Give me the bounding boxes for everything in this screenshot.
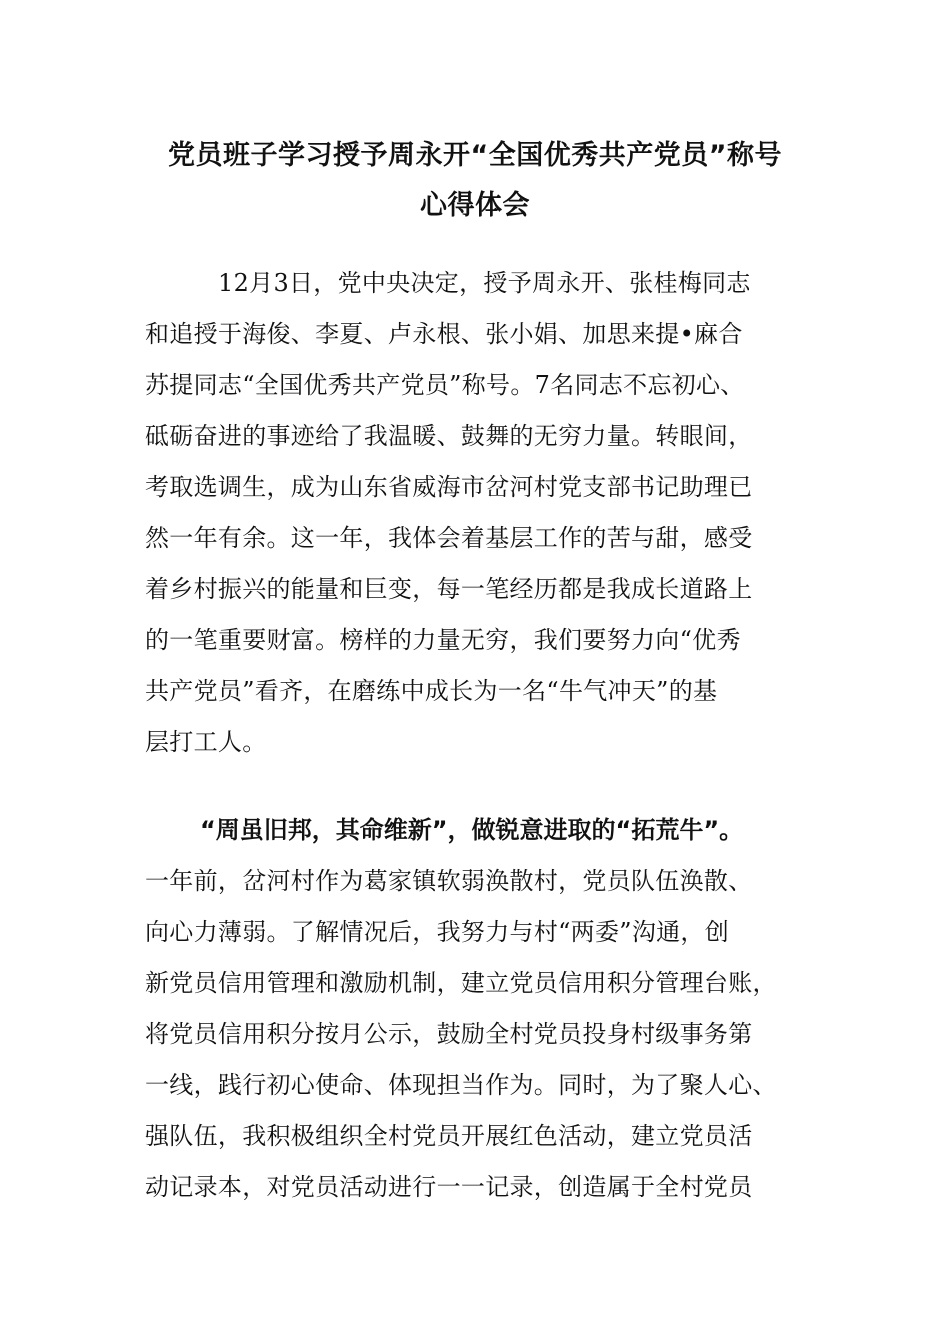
paragraph-1-line: 12月3日，党中央决定，授予周永开、张桂梅同志 (218, 269, 751, 297)
paragraph-1-line: 考取选调生，成为山东省威海市岔河村党支部书记助理已 (145, 473, 753, 501)
paragraph-2-line: 向心力薄弱。了解情况后，我努力与村“两委”沟通，创 (145, 918, 730, 946)
paragraph-2-line: 动记录本，对党员活动进行一一记录，创造属于全村党员 (145, 1173, 753, 1201)
paragraph-1-line: 共产党员”看齐，在磨练中成长为一名“牛气冲天”的基 (145, 677, 718, 705)
section-heading: “周虽旧邦，其命维新”，做锐意进取的“拓荒牛”。 (200, 816, 744, 844)
paragraph-2-line: 一线，践行初心使命、体现担当作为。同时，为了聚人心、 (145, 1071, 777, 1099)
paragraph-1-line: 层打工人。 (145, 728, 267, 756)
paragraph-2-line: 一年前，岔河村作为葛家镇软弱涣散村，党员队伍涣散、 (145, 867, 753, 895)
paragraph-2-line: 强队伍，我积极组织全村党员开展红色活动，建立党员活 (145, 1122, 753, 1150)
paragraph-2-line: 新党员信用管理和激励机制，建立党员信用积分管理台账， (145, 969, 777, 997)
paragraph-1-line: 的一笔重要财富。榜样的力量无穷，我们要努力向“优秀 (145, 626, 741, 654)
document-title-line-1: 党员班子学习授予周永开“全国优秀共产党员”称号 (168, 140, 782, 171)
paragraph-1-line: 然一年有余。这一年，我体会着基层工作的苦与甜，感受 (145, 524, 753, 552)
paragraph-1-line: 苏提同志“全国优秀共产党员”称号。7名同志不忘初心、 (145, 371, 745, 399)
document-title-line-2: 心得体会 (420, 190, 530, 221)
paragraph-1-line: 砥砺奋进的事迹给了我温暖、鼓舞的无穷力量。转眼间， (145, 422, 753, 450)
paragraph-1-line: 着乡村振兴的能量和巨变，每一笔经历都是我成长道路上 (145, 575, 753, 603)
paragraph-1-line: 和追授于海俊、李夏、卢永根、张小娟、加思来提•麻合 (145, 320, 743, 348)
paragraph-2-line: 将党员信用积分按月公示，鼓励全村党员投身村级事务第 (145, 1020, 753, 1048)
